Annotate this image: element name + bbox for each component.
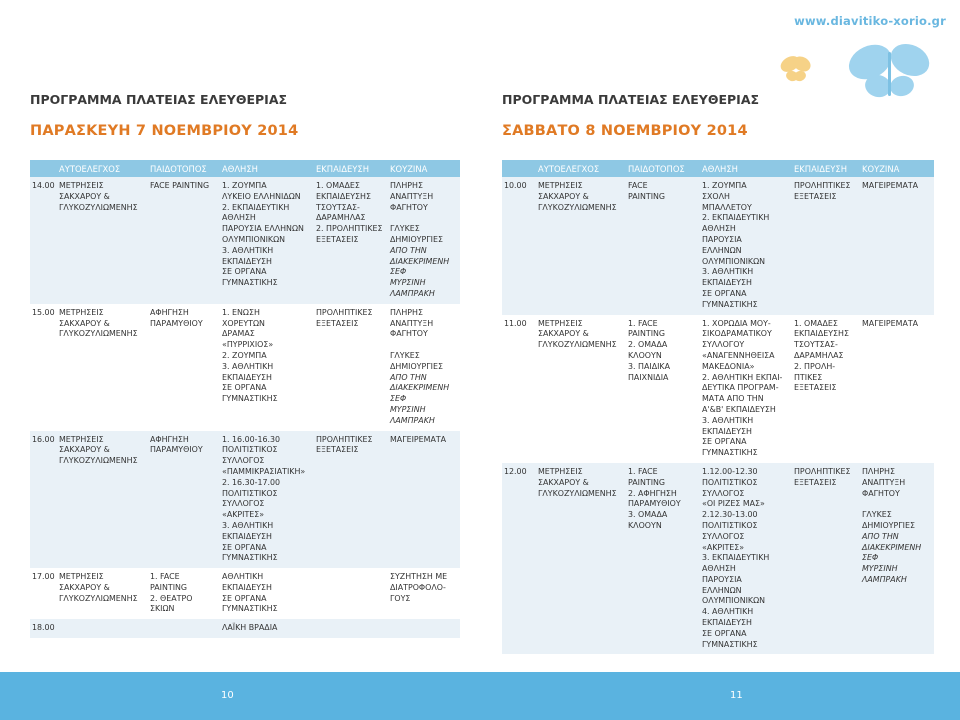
cell-line: 3. ΑΘΛΗΤΙΚΗ: [222, 245, 274, 255]
schedule-cell: [388, 568, 460, 619]
left-schedule-body: [30, 177, 460, 638]
schedule-cell: [388, 304, 460, 431]
cell-line: 3. ΑΘΛΗΤΙΚΗ: [222, 361, 274, 371]
cell-line: ΣΥΛΛΟΓΟΥ: [702, 340, 745, 350]
schedule-cell: [220, 619, 314, 638]
schedule-row: [502, 177, 934, 315]
time-cell: 14.00: [30, 177, 57, 304]
schedule-row: [502, 463, 934, 655]
cell-line: ΔΗΜΙΟΥΡΓΙΕΣ: [862, 520, 915, 530]
cell-line: ΜΕΤΡΗΣΕΙΣ: [59, 307, 104, 317]
cell-line: ΕΞΕΤΑΣΕΙΣ: [794, 477, 837, 487]
right-page-number: 11: [730, 690, 743, 701]
cell-line: ΣΑΚΧΑΡΟΥ &: [59, 445, 110, 455]
cell-line: [390, 213, 458, 224]
cell-line: ΕΞΕΤΑΣΕΙΣ: [316, 234, 359, 244]
schedule-cell: [57, 568, 148, 619]
cell-line: ΔΙΑΤΡΟΦΟΛΟ-: [390, 582, 446, 592]
cell-line: ΔΑΡΑΜΗΛΑΣ: [794, 350, 844, 360]
cell-line: ΑΠΟ ΤΗΝ: [862, 531, 899, 541]
cell-line: ΟΛΥΜΠΙΟΝΙΚΩΝ: [702, 256, 766, 266]
schedule-cell: [314, 619, 388, 638]
cell-line: ΜΥΡΣΙΝΗ: [862, 564, 898, 574]
schedule-cell: [314, 431, 388, 569]
schedule-row: [30, 431, 460, 569]
cell-line: ΔΙΑΚΕΚΡΙΜΕΝΗ: [390, 383, 450, 393]
left-program-date: ΠΑΡΑΣΚΕΥΗ 7 ΝΟΕΜΒΡΙΟΥ 2014: [30, 123, 299, 139]
cell-line: 3. ΑΘΛΗΤΙΚΗ: [702, 415, 754, 425]
column-header: ΑΥΤΟΕΛΕΓΧΟΣ: [536, 160, 626, 177]
column-header: ΑΥΤΟΕΛΕΓΧΟΣ: [57, 160, 148, 177]
cell-line: ΜΕΤΡΗΣΕΙΣ: [538, 318, 583, 328]
cell-line: ΛΑΪΚΗ ΒΡΑΔΙΑ: [222, 623, 278, 633]
cell-line: 1. ΟΜΑΔΕΣ: [316, 181, 360, 190]
cell-line: ΠΛΗΡΗΣ: [390, 307, 423, 317]
schedule-cell: [700, 315, 792, 463]
time-cell: 17.00: [30, 568, 57, 619]
cell-line: 1. FACE: [628, 318, 658, 328]
cell-line: ΕΚΠΑΙΔΕΥΣΗ: [222, 256, 272, 266]
cell-line: ΓΥΜΝΑΣΤΙΚΗΣ: [222, 553, 278, 563]
cell-line: ΦΑΓΗΤΟΥ: [390, 202, 428, 212]
cell-line: ΣΕ ΟΡΓΑΝΑ: [222, 267, 267, 277]
cell-line: 2. ΘΕΑΤΡΟ: [150, 593, 193, 603]
schedule-cell: [792, 463, 860, 655]
schedule-cell: [860, 463, 934, 655]
cell-line: ΔΗΜΙΟΥΡΓΙΕΣ: [390, 234, 443, 244]
time-cell: 15.00: [30, 304, 57, 431]
cell-line: ΠΑΡΑΜΥΘΙΟΥ: [150, 445, 203, 455]
cell-line: ΓΛΥΚΟΖΥΛΙΩΜΕΝΗΣ: [59, 593, 138, 603]
cell-line: 2. ΑΘΛΗΤΙΚΗ ΕΚΠΑΙ-: [702, 372, 783, 382]
cell-line: ΣΥΖΗΤΗΣΗ ΜΕ: [390, 572, 448, 582]
cell-line: ΣΥΛΛΟΓΟΣ: [222, 456, 265, 466]
schedule-cell: [860, 315, 934, 463]
cell-line: ΛΑΜΠΡΑΚΗ: [390, 288, 435, 298]
schedule-cell: [148, 568, 220, 619]
right-page: [502, 92, 934, 654]
cell-line: 2. ΕΚΠΑΙΔΕΥΤΙΚΗ: [222, 202, 290, 212]
cell-line: PAINTING: [628, 477, 666, 487]
cell-line: ΕΞΕΤΑΣΕΙΣ: [794, 383, 837, 393]
bottom-bar: [0, 672, 960, 720]
cell-line: ΠΟΛΙΤΙΣΤΙΚΟΣ: [702, 477, 758, 487]
cell-line: ΣΑΚΧΑΡΟΥ &: [59, 582, 110, 592]
schedule-cell: [148, 177, 220, 304]
cell-line: ΔΗΜΙΟΥΡΓΙΕΣ: [390, 361, 443, 371]
cell-line: ΑΝΑΠΤΥΞΗ: [862, 477, 906, 487]
cell-line: 1. ΟΜΑΔΕΣ: [794, 318, 838, 328]
cell-line: ΠΑΡΟΥΣΙΑ ΕΛΛΗΝΩΝ: [222, 224, 304, 234]
cell-line: ΜΑΓΕΙΡΕΜΑΤΑ: [862, 318, 919, 328]
cell-line: ΣΥΛΛΟΓΟΣ: [702, 531, 745, 541]
column-header: ΠΑΙΔΟΤΟΠΟΣ: [626, 160, 700, 177]
schedule-cell: [57, 304, 148, 431]
cell-line: ΓΟΥΣ: [390, 593, 411, 603]
cell-line: 1. ΧΟΡΩΔΙΑ ΜΟΥ-: [702, 318, 771, 328]
schedule-cell: [626, 463, 700, 655]
cell-line: ΕΚΠΑΙΔΕΥΣΗΣ: [316, 191, 371, 201]
schedule-cell: [700, 463, 792, 655]
cell-line: «ΑΚΡΙΤΕΣ»: [702, 542, 745, 552]
cell-line: ΜΠΑΛΛΕΤΟΥ: [702, 202, 752, 212]
cell-line: ΕΛΛΗΝΩΝ: [702, 585, 742, 595]
cell-line: ΜΕΤΡΗΣΕΙΣ: [59, 434, 104, 444]
cell-line: ΑΘΛΗΣΗ: [222, 213, 256, 223]
cell-line: ΑΘΛΗΤΙΚΗ: [222, 572, 264, 582]
cell-line: ΓΛΥΚΕΣ: [390, 224, 420, 234]
right-program-date: ΣΑΒΒΑΤΟ 8 ΝΟΕΜΒΡΙΟΥ 2014: [502, 123, 748, 139]
cell-line: ΠΡΟΛΗΠΤΙΚΕΣ: [316, 434, 373, 444]
schedule-cell: [57, 177, 148, 304]
cell-line: ΣΕ ΟΡΓΑΝΑ: [702, 288, 747, 298]
cell-line: 3. ΟΜΑΔΑ: [628, 510, 668, 520]
cell-line: ΓΥΜΝΑΣΤΙΚΗΣ: [702, 639, 758, 649]
cell-line: ΚΛΟΟΥΝ: [628, 350, 662, 360]
time-cell: 16.00: [30, 431, 57, 569]
cell-line: ΜΕΤΡΗΣΕΙΣ: [59, 181, 104, 190]
cell-line: ΓΥΜΝΑΣΤΙΚΗΣ: [702, 299, 758, 309]
cell-line: ΔΙΑΚΕΚΡΙΜΕΝΗ: [862, 542, 922, 552]
cell-line: ΓΛΥΚΟΖΥΛΙΩΜΕΝΗΣ: [59, 202, 138, 212]
cell-line: ΑΦΗΓΗΣΗ: [150, 434, 189, 444]
cell-line: ΠΡΟΛΗΠΤΙΚΕΣ: [316, 307, 373, 317]
cell-line: ΓΥΜΝΑΣΤΙΚΗΣ: [222, 604, 278, 614]
schedule-cell: [314, 568, 388, 619]
schedule-cell: [792, 315, 860, 463]
left-schedule-table: [30, 160, 460, 638]
cell-line: ΔΡΑΜΑΣ: [222, 329, 255, 339]
cell-line: 2. 16.30-17.00: [222, 477, 281, 487]
cell-line: 3. ΕΚΠΑΙΔΕΥΤΙΚΗ: [702, 553, 770, 563]
cell-line: 1. 16.00-16.30: [222, 434, 281, 444]
column-header: ΕΚΠΑΙΔΕΥΣΗ: [314, 160, 388, 177]
cell-line: 2. ΖΟΥΜΠΑ: [222, 350, 267, 360]
column-header: ΚΟΥΖΙΝΑ: [388, 160, 460, 177]
cell-line: ΠΟΛΙΤΙΣΤΙΚΟΣ: [222, 488, 278, 498]
left-schedule-header: [30, 160, 460, 177]
cell-line: ΕΚΠΑΙΔΕΥΣΗ: [702, 278, 752, 288]
cell-line: «ΠΑΜΜΙΚΡΑΣΙΑΤΙΚΗ»: [222, 466, 306, 476]
schedule-cell: [388, 177, 460, 304]
cell-line: ΣΑΚΧΑΡΟΥ &: [538, 191, 589, 201]
schedule-cell: [220, 568, 314, 619]
cell-line: ΣΕΦ: [862, 553, 879, 563]
cell-line: ΑΘΛΗΣΗ: [702, 564, 736, 574]
cell-line: ΜΕΤΡΗΣΕΙΣ: [59, 572, 104, 582]
cell-line: «ΑΝΑΓΕΝΝΗΘΕΙΣΑ: [702, 350, 775, 360]
cell-line: ΜΑΚΕΔΟΝΙΑ»: [702, 361, 755, 371]
cell-line: ΓΛΥΚΟΖΥΛΙΩΜΕΝΗΣ: [538, 202, 617, 212]
cell-line: ΠΛΗΡΗΣ: [390, 181, 423, 190]
cell-line: ΠΟΛΙΤΙΣΤΙΚΟΣ: [702, 520, 758, 530]
cell-line: ΛΑΜΠΡΑΚΗ: [862, 574, 907, 584]
cell-line: «ΟΙ ΡΙΖΕΣ ΜΑΣ»: [702, 499, 765, 509]
cell-line: FACE: [628, 181, 648, 190]
cell-line: ΕΛΛΗΝΩΝ: [702, 245, 742, 255]
cell-line: ΣΕ ΟΡΓΑΝΑ: [702, 437, 747, 447]
column-header: ΑΘΛΗΣΗ: [220, 160, 314, 177]
cell-line: ΕΚΠΑΙΔΕΥΣΗ: [702, 426, 752, 436]
schedule-cell: [57, 619, 148, 638]
cell-line: ΣΑΚΧΑΡΟΥ &: [59, 191, 110, 201]
cell-line: ΓΛΥΚΕΣ: [390, 350, 420, 360]
schedule-row: [30, 304, 460, 431]
cell-line: ΦΑΓΗΤΟΥ: [862, 488, 900, 498]
schedule-cell: [626, 177, 700, 315]
cell-line: ΕΞΕΤΑΣΕΙΣ: [316, 318, 359, 328]
cell-line: 2. ΑΦΗΓΗΣΗ: [628, 488, 677, 498]
schedule-cell: [860, 177, 934, 315]
cell-line: ΕΞΕΤΑΣΕΙΣ: [794, 191, 837, 201]
schedule-cell: [792, 177, 860, 315]
cell-line: ΣΑΚΧΑΡΟΥ &: [59, 318, 110, 328]
cell-line: ΠΑΡΑΜΥΘΙΟΥ: [628, 499, 681, 509]
cell-line: ΕΞΕΤΑΣΕΙΣ: [316, 445, 359, 455]
schedule-cell: [220, 431, 314, 569]
schedule-cell: [148, 431, 220, 569]
schedule-cell: [314, 304, 388, 431]
cell-line: ΚΛΟΟΥΝ: [628, 520, 662, 530]
column-header: ΑΘΛΗΣΗ: [700, 160, 792, 177]
column-header: ΕΚΠΑΙΔΕΥΣΗ: [792, 160, 860, 177]
cell-line: ΓΛΥΚΟΖΥΛΙΩΜΕΝΗΣ: [59, 456, 138, 466]
cell-line: ΜΕΤΡΗΣΕΙΣ: [538, 181, 583, 190]
cell-line: Α'&Β' ΕΚΠΑΙΔΕΥΣΗ: [702, 404, 776, 414]
cell-line: 3. ΠΑΙΔΙΚΑ: [628, 361, 670, 371]
cell-line: ΜΑΓΕΙΡΕΜΑΤΑ: [390, 434, 447, 444]
cell-line: 1. FACE: [628, 466, 658, 476]
cell-line: 1.12.00-12.30: [702, 466, 758, 476]
cell-line: 3. ΑΘΛΗΤΙΚΗ: [702, 267, 754, 277]
cell-line: ΣΙΚΟΔΡΑΜΑΤΙΚΟΥ: [702, 329, 772, 339]
cell-line: ΣΥΛΛΟΓΟΣ: [222, 499, 265, 509]
schedule-cell: [388, 431, 460, 569]
schedule-cell: [626, 315, 700, 463]
cell-line: ΜΥΡΣΙΝΗ: [390, 278, 426, 288]
schedule-cell: [700, 177, 792, 315]
schedule-cell: [536, 463, 626, 655]
schedule-cell: [148, 619, 220, 638]
cell-line: FACE PAINTING: [150, 181, 210, 190]
small-butterfly-icon: [778, 53, 813, 83]
schedule-row: [30, 619, 460, 638]
cell-line: ΔΕΥΤΙΚΑ ΠΡΟΓΡΑΜ-: [702, 383, 779, 393]
cell-line: 2. ΠΡΟΛΗ-: [794, 361, 836, 371]
cell-line: ΜΑΓΕΙΡΕΜΑΤΑ: [862, 181, 919, 190]
right-program-title: ΠΡΟΓΡΑΜΜΑ ΠΛΑΤΕΙΑΣ ΕΛΕΥΘΕΡΙΑΣ: [502, 92, 760, 107]
cell-line: ΠΟΛΙΤΙΣΤΙΚΟΣ: [222, 445, 278, 455]
cell-line: 1. ΖΟΥΜΠΑ: [702, 181, 747, 190]
cell-line: 2. ΠΡΟΛΗΠΤΙΚΕΣ: [316, 224, 383, 234]
cell-line: ΕΚΠΑΙΔΕΥΣΗ: [702, 618, 752, 628]
cell-line: ΓΛΥΚΟΖΥΛΙΩΜΕΝΗΣ: [538, 340, 617, 350]
cell-line: ΓΥΜΝΑΣΤΙΚΗΣ: [702, 448, 758, 458]
time-cell: 18.00: [30, 619, 57, 638]
cell-line: PAINTING: [628, 191, 666, 201]
cell-line: «ΠΥΡΡΙΧΙΟΣ»: [222, 340, 274, 350]
cell-line: [390, 340, 458, 351]
cell-line: ΣΕ ΟΡΓΑΝΑ: [702, 628, 747, 638]
cell-line: ΠΑΡΟΥΣΙΑ: [702, 574, 742, 584]
cell-line: ΑΠΟ ΤΗΝ: [390, 372, 427, 382]
schedule-cell: [388, 619, 460, 638]
column-header: ΠΑΙΔΟΤΟΠΟΣ: [148, 160, 220, 177]
cell-line: ΦΑΓΗΤΟΥ: [390, 329, 428, 339]
cell-line: 2. ΕΚΠΑΙΔΕΥΤΙΚΗ: [702, 213, 770, 223]
cell-line: ΠΛΗΡΗΣ: [862, 466, 895, 476]
cell-line: 3. ΑΘΛΗΤΙΚΗ: [222, 520, 274, 530]
cell-line: ΣΑΚΧΑΡΟΥ &: [538, 477, 589, 487]
cell-line: ΣΧΟΛΗ: [702, 191, 730, 201]
cell-line: PAINTING: [628, 329, 666, 339]
left-program-title: ΠΡΟΓΡΑΜΜΑ ΠΛΑΤΕΙΑΣ ΕΛΕΥΘΕΡΙΑΣ: [30, 92, 288, 107]
right-schedule-body: [502, 177, 934, 654]
cell-line: ΣΥΛΛΟΓΟΣ: [702, 488, 745, 498]
time-cell: 12.00: [502, 463, 536, 655]
cell-line: ΔΙΑΚΕΚΡΙΜΕΝΗ: [390, 256, 450, 266]
cell-line: 1. ΖΟΥΜΠΑ: [222, 181, 267, 190]
cell-line: ΜΥΡΣΙΝΗ: [390, 404, 426, 414]
cell-line: ΠΑΙΧΝΙΔΙΑ: [628, 372, 669, 382]
cell-line: ΣΑΚΧΑΡΟΥ &: [538, 329, 589, 339]
schedule-cell: [220, 177, 314, 304]
schedule-cell: [536, 177, 626, 315]
cell-line: ΠΑΡΑΜΥΘΙΟΥ: [150, 318, 203, 328]
cell-line: ΤΣΟΥΤΣΑΣ-: [794, 340, 838, 350]
time-cell: 10.00: [502, 177, 536, 315]
cell-line: ΓΛΥΚΕΣ: [862, 510, 892, 520]
schedule-row: [502, 315, 934, 463]
cell-line: [862, 499, 932, 510]
cell-line: ΜΕΤΡΗΣΕΙΣ: [538, 466, 583, 476]
schedule-cell: [57, 431, 148, 569]
cell-line: ΣΕΦ: [390, 267, 407, 277]
schedule-row: [30, 568, 460, 619]
cell-line: ΣΕ ΟΡΓΑΝΑ: [222, 383, 267, 393]
cell-line: 2.12.30-13.00: [702, 510, 758, 520]
cell-line: ΕΚΠΑΙΔΕΥΣΗΣ: [794, 329, 849, 339]
cell-line: ΑΝΑΠΤΥΞΗ: [390, 318, 434, 328]
column-header: [30, 160, 57, 177]
cell-line: ΑΝΑΠΤΥΞΗ: [390, 191, 434, 201]
left-page: [30, 92, 460, 638]
cell-line: ΣΚΙΩΝ: [150, 604, 175, 614]
schedule-cell: [148, 304, 220, 431]
cell-line: ΣΕΦ: [390, 394, 407, 404]
cell-line: ΑΦΗΓΗΣΗ: [150, 307, 189, 317]
right-schedule-header: [502, 160, 934, 177]
cell-line: ΜΑΤΑ ΑΠΟ ΤΗΝ: [702, 394, 764, 404]
cell-line: «ΑΚΡΙΤΕΣ»: [222, 510, 265, 520]
left-page-number: 10: [221, 690, 234, 701]
cell-line: ΛΑΜΠΡΑΚΗ: [390, 415, 435, 425]
cell-line: ΠΡΟΛΗΠΤΙΚΕΣ: [794, 466, 851, 476]
column-header: [502, 160, 536, 177]
cell-line: ΕΚΠΑΙΔΕΥΣΗ: [222, 531, 272, 541]
cell-line: ΠΑΡΟΥΣΙΑ: [702, 234, 742, 244]
cell-line: ΤΣΟΥΤΣΑΣ-: [316, 202, 360, 212]
site-url[interactable]: www.diavitiko-xorio.gr: [794, 14, 946, 28]
schedule-cell: [536, 315, 626, 463]
cell-line: ΠΡΟΛΗΠΤΙΚΕΣ: [794, 181, 851, 190]
cell-line: 1. FACE: [150, 572, 180, 582]
cell-line: ΧΟΡΕΥΤΩΝ: [222, 318, 265, 328]
cell-line: ΓΛΥΚΟΖΥΛΙΩΜΕΝΗΣ: [59, 329, 138, 339]
cell-line: ΕΚΠΑΙΔΕΥΣΗ: [222, 372, 272, 382]
cell-line: ΛΥΚΕΙΟ ΕΛΛΗΝΙΔΩΝ: [222, 191, 301, 201]
cell-line: 2. ΟΜΑΔΑ: [628, 340, 668, 350]
cell-line: ΑΘΛΗΣΗ: [702, 224, 736, 234]
cell-line: ΓΥΜΝΑΣΤΙΚΗΣ: [222, 278, 278, 288]
cell-line: PAINTING: [150, 582, 188, 592]
right-schedule-table: [502, 160, 934, 654]
cell-line: ΠΤΙΚΕΣ: [794, 372, 823, 382]
cell-line: ΔΑΡΑΜΗΛΑΣ: [316, 213, 366, 223]
time-cell: 11.00: [502, 315, 536, 463]
cell-line: ΓΥΜΝΑΣΤΙΚΗΣ: [222, 394, 278, 404]
schedule-cell: [220, 304, 314, 431]
cell-line: ΟΛΥΜΠΙΟΝΙΚΩΝ: [222, 234, 286, 244]
cell-line: 4. ΑΘΛΗΤΙΚΗ: [702, 607, 754, 617]
schedule-cell: [314, 177, 388, 304]
cell-line: ΣΕ ΟΡΓΑΝΑ: [222, 593, 267, 603]
cell-line: ΕΚΠΑΙΔΕΥΣΗ: [222, 582, 272, 592]
cell-line: 1. ΕΝΩΣΗ: [222, 307, 260, 317]
cell-line: ΓΛΥΚΟΖΥΛΙΩΜΕΝΗΣ: [538, 488, 617, 498]
cell-line: ΑΠΟ ΤΗΝ: [390, 245, 427, 255]
cell-line: ΣΕ ΟΡΓΑΝΑ: [222, 542, 267, 552]
cell-line: ΟΛΥΜΠΙΟΝΙΚΩΝ: [702, 596, 766, 606]
schedule-row: [30, 177, 460, 304]
column-header: ΚΟΥΖΙΝΑ: [860, 160, 934, 177]
